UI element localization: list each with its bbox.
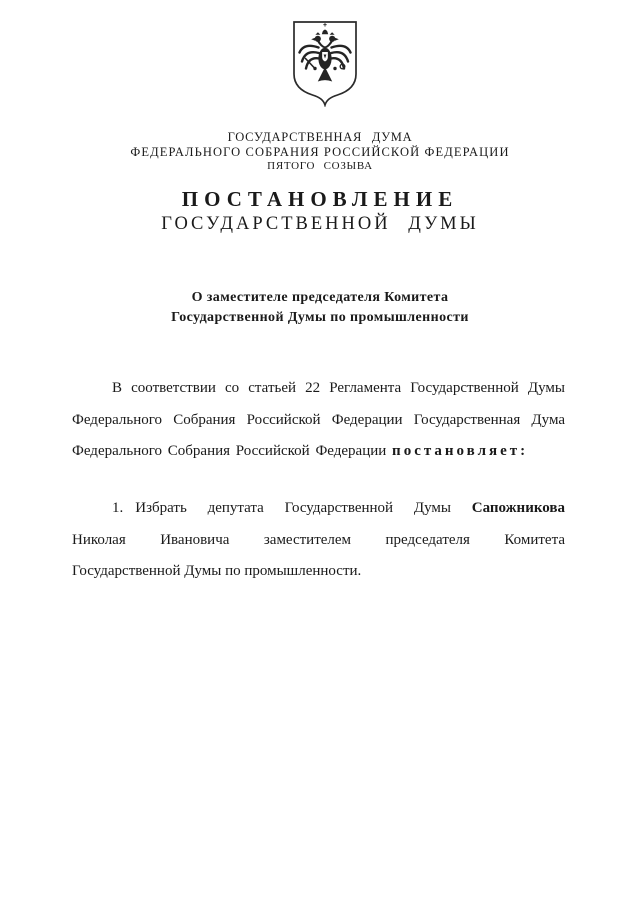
text-line	[72, 556, 565, 588]
item-line-1: Избрать депутата Государственной Думы	[135, 500, 451, 516]
letterhead	[0, 130, 640, 174]
item-line-2: Николая Ивановича заместителем председателя Комитета	[72, 531, 565, 548]
subject-line-1: О заместителе председателя Комитета	[191, 290, 449, 305]
org-name-line: ГОСУДАРСТВЕННАЯ ДУМА	[227, 130, 413, 144]
coat-of-arms-svg	[290, 19, 360, 107]
document-subject	[0, 288, 640, 328]
title-line-2: ГОСУДАРСТВЕННОЙ ДУМЫ	[161, 214, 479, 234]
document-title	[0, 187, 640, 237]
convocation-line: ПЯТОГО СОЗЫВА	[267, 160, 373, 172]
resolve-word: постановляет:	[392, 443, 529, 459]
item-number: 1.	[112, 500, 124, 516]
deputy-surname: Сапожникова	[471, 500, 566, 516]
preamble-line-2: Федерального Собрания Российской Федерации Государственная Дума	[72, 411, 565, 428]
resolution-item-paragraph	[72, 493, 565, 588]
item-line-3: Государственной Думы по промышленности.	[72, 563, 362, 579]
org-subtitle-line: ФЕДЕРАЛЬНОГО СОБРАНИЯ РОССИЙСКОЙ ФЕДЕРАЦИИ	[130, 144, 510, 159]
russia-coat-of-arms-icon	[290, 19, 360, 107]
preamble-paragraph	[72, 373, 565, 468]
text-line	[72, 373, 565, 405]
title-line-1: ПОСТАНОВЛЕНИЕ	[181, 187, 459, 211]
text-line	[72, 493, 565, 525]
subject-line-2: Государственной Думы по промышленности	[171, 310, 469, 325]
text-line	[72, 525, 565, 557]
preamble-line-3: Федерального Собрания Российской Федерации	[72, 443, 387, 459]
text-line	[72, 405, 565, 437]
preamble-line-1: В соответствии со статьей 22 Регламента Государственной Думы	[112, 380, 565, 396]
text-line	[72, 436, 565, 468]
